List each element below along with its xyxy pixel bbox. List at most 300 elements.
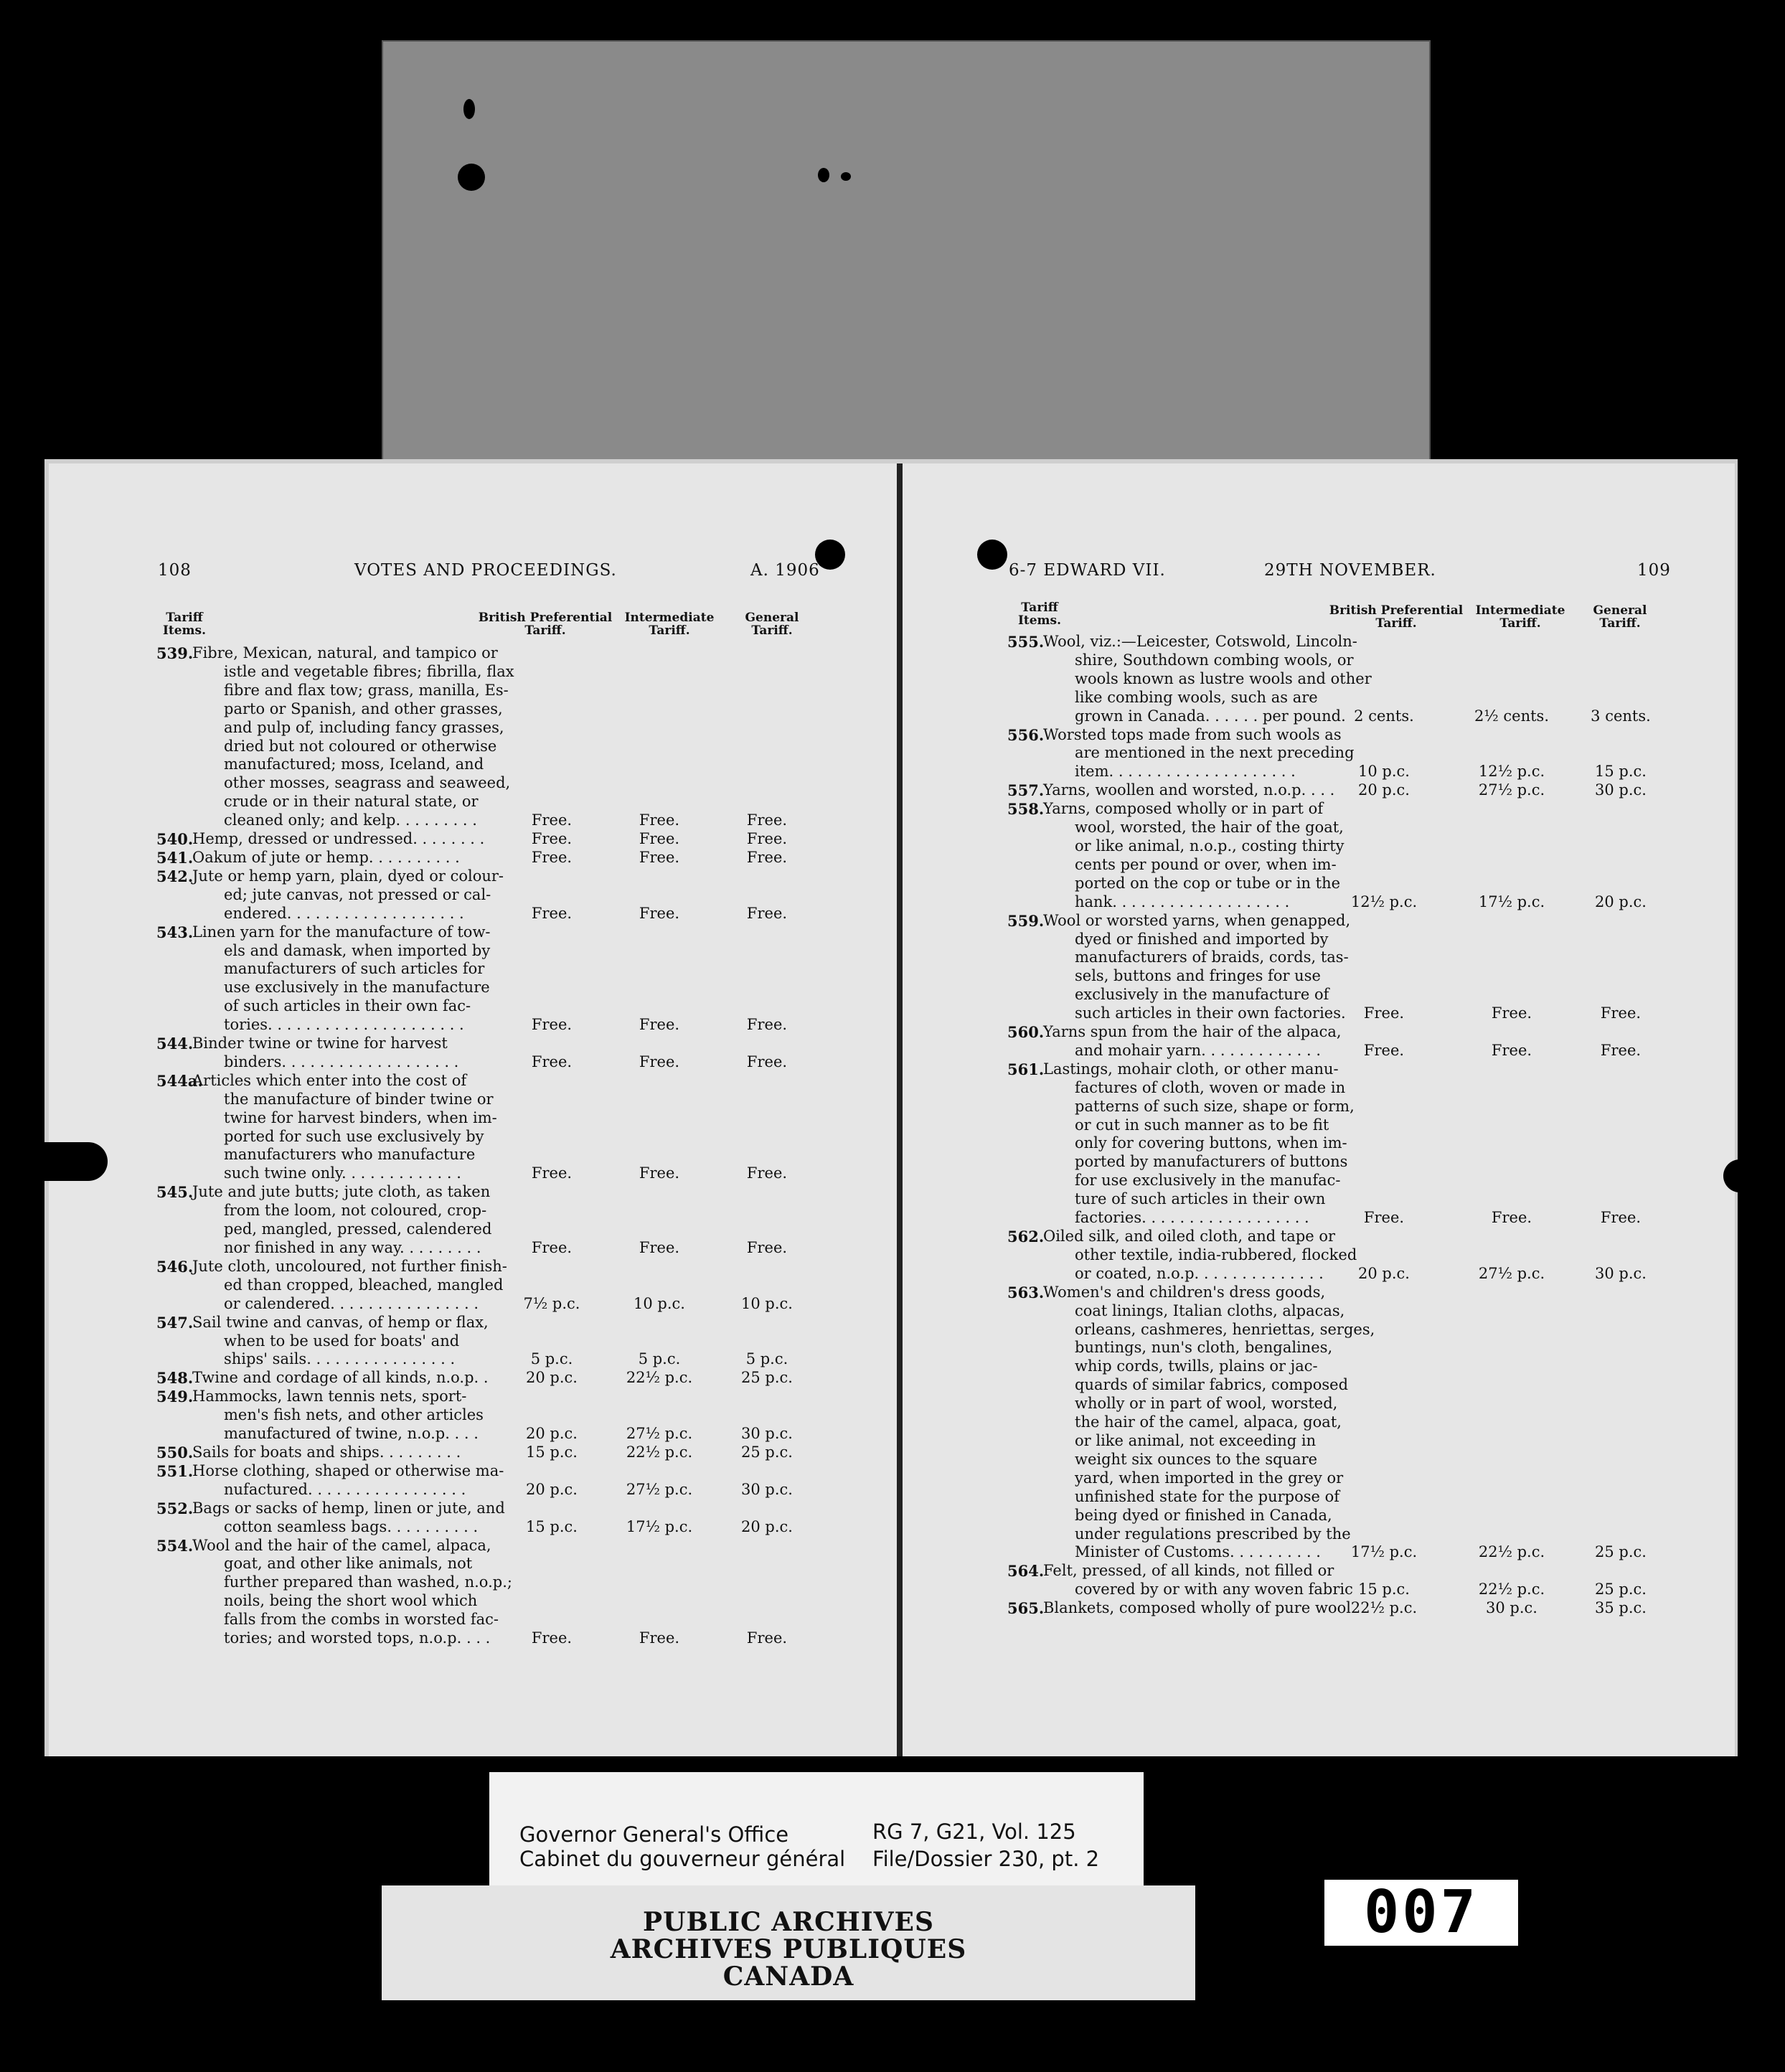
description-line: Jute or hemp yarn, plain, dyed or colour- bbox=[192, 867, 504, 885]
description-line: exclusively in the manufacture of bbox=[1075, 986, 1329, 1004]
rate-intermediate: 22½ p.c. bbox=[1478, 1581, 1545, 1598]
description-line: cleaned only; and kelp. . . . . . . . . bbox=[224, 811, 477, 829]
year-label: A. 1906 bbox=[750, 561, 820, 580]
col-header-items: Tariff Items. bbox=[1017, 601, 1062, 628]
rate-intermediate: 5 p.c. bbox=[638, 1350, 681, 1368]
rate-british: 20 p.c. bbox=[526, 1369, 578, 1387]
description-line: nufactured. . . . . . . . . . . . . . . . . bbox=[224, 1480, 466, 1498]
description-line: Yarns, composed wholly or in part of bbox=[1043, 800, 1324, 818]
tariff-description bbox=[156, 830, 816, 849]
description-line: factories. . . . . . . . . . . . . . . . . . bbox=[1075, 1209, 1309, 1227]
rate-general: Free. bbox=[746, 1053, 788, 1070]
description-line: or like animal, not exceeding in bbox=[1075, 1431, 1317, 1449]
description-line: ships' sails. . . . . . . . . . . . . . . . bbox=[224, 1350, 456, 1368]
description-line: dried but not coloured or otherwise bbox=[224, 737, 497, 755]
description-line: manufactured; moss, Iceland, and bbox=[224, 755, 484, 773]
tariff-item-number: 545. bbox=[156, 1183, 194, 1202]
description-line: whip cords, twills, plains or jac- bbox=[1075, 1357, 1318, 1375]
rate-general: Free. bbox=[746, 1164, 788, 1182]
tariff-description bbox=[156, 1444, 816, 1462]
tariff-item-number: 551. bbox=[156, 1461, 194, 1480]
ink-mark bbox=[841, 172, 851, 181]
description-line: ped, mangled, pressed, calendered bbox=[224, 1220, 492, 1238]
tariff-row bbox=[1007, 1228, 1667, 1284]
rate-general: Free. bbox=[1600, 1041, 1642, 1059]
description-line: cotton seamless bags. . . . . . . . . . bbox=[224, 1517, 479, 1535]
rate-intermediate: 10 p.c. bbox=[634, 1294, 685, 1312]
description-line: Oiled silk, and oiled cloth, and tape or bbox=[1043, 1228, 1336, 1245]
description-line: and pulp of, including fancy grasses, bbox=[224, 718, 504, 736]
description-line: Felt, pressed, of all kinds, not filled or bbox=[1043, 1562, 1334, 1580]
rate-intermediate: 17½ p.c. bbox=[626, 1517, 693, 1535]
rate-british: 20 p.c. bbox=[1358, 1264, 1410, 1282]
description-line: such twine only. . . . . . . . . . . . . bbox=[224, 1164, 461, 1182]
col-header-general: General Tariff. bbox=[745, 611, 799, 638]
description-line: hank. . . . . . . . . . . . . . . . . . . bbox=[1075, 893, 1290, 910]
description-line: goat, and other like animals, not bbox=[224, 1555, 473, 1573]
rate-british: Free. bbox=[531, 1629, 573, 1647]
description-line: ported by manufacturers of buttons bbox=[1075, 1153, 1348, 1171]
rate-intermediate: Free. bbox=[1491, 1041, 1532, 1059]
description-line: manufactured of twine, n.o.p. . . . bbox=[224, 1425, 479, 1443]
description-line: other textile, india-rubbered, flocked bbox=[1075, 1245, 1357, 1263]
tariff-row bbox=[1007, 1060, 1667, 1228]
office-name-en: Governor General's Office bbox=[519, 1822, 789, 1847]
tariff-description bbox=[156, 1183, 816, 1258]
description-line: orleans, cashmeres, henriettas, serges, bbox=[1075, 1320, 1375, 1338]
description-line: are mentioned in the next preceding bbox=[1075, 744, 1355, 762]
col-header-british: British Preferential Tariff. bbox=[478, 611, 613, 638]
tariff-row bbox=[156, 1462, 816, 1499]
description-line: factures of cloth, woven or made in bbox=[1075, 1078, 1346, 1096]
description-line: or cut in such manner as to be fit bbox=[1075, 1116, 1329, 1134]
tariff-description bbox=[1007, 800, 1667, 911]
rate-intermediate: 27½ p.c. bbox=[1478, 1264, 1545, 1282]
description-line: use exclusively in the manufacture bbox=[224, 979, 490, 997]
description-line: Wool, viz.:—Leicester, Cotswold, Lincoln- bbox=[1043, 633, 1357, 650]
tariff-row bbox=[156, 849, 816, 867]
tariff-row bbox=[156, 1072, 816, 1183]
description-line: unfinished state for the purpose of bbox=[1075, 1487, 1340, 1505]
tariff-description bbox=[1007, 1060, 1667, 1228]
description-line: tories. . . . . . . . . . . . . . . . . . . . . bbox=[224, 1016, 464, 1034]
rate-general: 30 p.c. bbox=[741, 1480, 793, 1498]
rate-general: 30 p.c. bbox=[1595, 781, 1647, 799]
description-line: item. . . . . . . . . . . . . . . . . . . . bbox=[1075, 763, 1296, 781]
rate-british: Free. bbox=[531, 1053, 573, 1070]
tariff-description bbox=[156, 1258, 816, 1314]
tariff-item-number: 549. bbox=[156, 1388, 194, 1406]
running-title-reign: 6-7 EDWARD VII. bbox=[1009, 561, 1166, 580]
rate-general: Free. bbox=[1600, 1209, 1642, 1227]
rate-intermediate: 22½ p.c. bbox=[626, 1369, 693, 1387]
tariff-row bbox=[156, 1183, 816, 1258]
description-line: or like animal, n.o.p., costing thirty bbox=[1075, 837, 1344, 854]
tariff-row bbox=[1007, 781, 1667, 800]
tariff-item-number: 547. bbox=[156, 1313, 194, 1332]
rate-general: 25 p.c. bbox=[1595, 1543, 1647, 1561]
description-line: Oakum of jute or hemp. . . . . . . . . . bbox=[192, 848, 460, 866]
tariff-description bbox=[156, 1369, 816, 1388]
tariff-item-number: 557. bbox=[1007, 781, 1045, 800]
description-line: buntings, nun's cloth, bengalines, bbox=[1075, 1339, 1333, 1357]
punch-hole bbox=[458, 164, 485, 191]
tariff-row bbox=[1007, 912, 1667, 1023]
rate-general: Free. bbox=[746, 904, 788, 922]
tariff-description bbox=[156, 849, 816, 867]
description-line: sels, buttons and fringes for use bbox=[1075, 967, 1321, 985]
rate-british: Free. bbox=[1363, 1041, 1405, 1059]
rate-general: Free. bbox=[746, 811, 788, 829]
tariff-row bbox=[1007, 1284, 1667, 1563]
description-line: Hammocks, lawn tennis nets, sport- bbox=[192, 1388, 467, 1405]
description-line: Yarns spun from the hair of the alpaca, bbox=[1043, 1023, 1342, 1041]
rate-british: 15 p.c. bbox=[526, 1443, 578, 1461]
stamp-line-3: CANADA bbox=[722, 1962, 854, 1992]
description-line: noils, being the short wool which bbox=[224, 1592, 478, 1610]
tariff-row bbox=[1007, 800, 1667, 911]
rate-general: Free. bbox=[746, 848, 788, 866]
tariff-description bbox=[1007, 1562, 1667, 1599]
rate-general: 30 p.c. bbox=[741, 1425, 793, 1443]
ink-mark bbox=[463, 99, 475, 119]
running-title-left: VOTES AND PROCEEDINGS. bbox=[354, 561, 617, 580]
tariff-item-number: 542. bbox=[156, 867, 194, 885]
col-header-british: British Preferential Tariff. bbox=[1329, 603, 1464, 631]
rate-intermediate: Free. bbox=[639, 1239, 680, 1256]
rate-british: Free. bbox=[531, 811, 573, 829]
office-name-fr: Cabinet du gouverneur général bbox=[519, 1847, 846, 1871]
description-line: only for covering buttons, when im- bbox=[1075, 1134, 1347, 1152]
rate-british: 2 cents. bbox=[1354, 707, 1414, 725]
rate-british: 20 p.c. bbox=[526, 1480, 578, 1498]
rate-general: Free. bbox=[1600, 1004, 1642, 1022]
description-line: the manufacture of binder twine or bbox=[224, 1090, 494, 1108]
description-line: ed; jute canvas, not pressed or cal- bbox=[224, 885, 491, 903]
rate-british: Free. bbox=[531, 830, 573, 848]
page-number-right: 109 bbox=[1637, 561, 1671, 580]
description-line: being dyed or finished in Canada, bbox=[1075, 1506, 1332, 1524]
rate-general: Free. bbox=[746, 1016, 788, 1034]
tariff-description bbox=[1007, 781, 1667, 800]
description-line: twine for harvest binders, when im- bbox=[224, 1108, 497, 1126]
rate-british: 7½ p.c. bbox=[523, 1294, 580, 1312]
tariff-item-number: 561. bbox=[1007, 1060, 1045, 1078]
description-line: manufacturers of braids, cords, tas- bbox=[1075, 948, 1349, 966]
page-pointer bbox=[1723, 1159, 1785, 1192]
archives-stamp bbox=[382, 1885, 1195, 2000]
tariff-item-number: 563. bbox=[1007, 1283, 1045, 1301]
tariff-row bbox=[156, 1314, 816, 1370]
description-line: Horse clothing, shaped or otherwise ma- bbox=[192, 1461, 504, 1479]
rate-general: 5 p.c. bbox=[745, 1350, 788, 1368]
rate-british: 20 p.c. bbox=[526, 1425, 578, 1443]
tariff-row bbox=[156, 1537, 816, 1648]
rate-british: Free. bbox=[531, 1239, 573, 1256]
description-line: ported on the cop or tube or in the bbox=[1075, 874, 1341, 892]
description-line: manufacturers who manufacture bbox=[224, 1146, 476, 1164]
tariff-item-number: 539. bbox=[156, 644, 194, 662]
rate-intermediate: 27½ p.c. bbox=[626, 1480, 693, 1498]
description-line: such articles in their own factories. bbox=[1075, 1004, 1346, 1022]
tariff-row bbox=[156, 1388, 816, 1444]
tariff-description bbox=[156, 644, 816, 830]
rate-british: 12½ p.c. bbox=[1350, 893, 1418, 910]
rate-general: 15 p.c. bbox=[1595, 763, 1647, 781]
tariff-item-number: 564. bbox=[1007, 1562, 1045, 1581]
description-line: of such articles in their own fac- bbox=[224, 997, 471, 1015]
rate-intermediate: 30 p.c. bbox=[1486, 1599, 1537, 1617]
rate-british: 10 p.c. bbox=[1358, 763, 1410, 781]
description-line: Yarns, woollen and worsted, n.o.p. . . . bbox=[1043, 781, 1335, 799]
tariff-item-number: 558. bbox=[1007, 800, 1045, 819]
description-line: ture of such articles in their own bbox=[1075, 1190, 1326, 1208]
tariff-description bbox=[1007, 1599, 1667, 1618]
tariff-row bbox=[1007, 1599, 1667, 1618]
rate-intermediate: 22½ p.c. bbox=[1478, 1543, 1545, 1561]
description-line: Sails for boats and ships. . . . . . . . . bbox=[192, 1443, 461, 1461]
description-line: dyed or finished and imported by bbox=[1075, 930, 1329, 948]
tariff-row bbox=[1007, 1023, 1667, 1060]
tariff-row bbox=[156, 1444, 816, 1462]
tariff-row bbox=[156, 867, 816, 923]
record-reference: RG 7, G21, Vol. 125 bbox=[872, 1819, 1076, 1844]
tariff-row bbox=[156, 1258, 816, 1314]
tariff-row bbox=[156, 1035, 816, 1072]
description-line: Hemp, dressed or undressed. . . . . . . . bbox=[192, 830, 485, 848]
description-line: parto or Spanish, and other grasses, bbox=[224, 700, 503, 717]
description-line: Binder twine or twine for harvest bbox=[192, 1035, 448, 1053]
rate-intermediate: 22½ p.c. bbox=[626, 1443, 693, 1461]
rate-intermediate: 17½ p.c. bbox=[1478, 893, 1545, 910]
description-line: wools known as lustre wools and other bbox=[1075, 669, 1372, 687]
description-line: ed than cropped, bleached, mangled bbox=[224, 1276, 504, 1294]
rate-general: 25 p.c. bbox=[741, 1443, 793, 1461]
description-line: the hair of the camel, alpaca, goat, bbox=[1075, 1413, 1342, 1431]
tariff-item-number: 546. bbox=[156, 1257, 194, 1276]
description-line: falls from the combs in worsted fac- bbox=[224, 1611, 499, 1629]
tariff-item-number: 543. bbox=[156, 923, 194, 941]
tariff-description bbox=[1007, 633, 1667, 726]
rate-general: 20 p.c. bbox=[741, 1517, 793, 1535]
tariff-item-number: 540. bbox=[156, 830, 194, 849]
description-line: patterns of such size, shape or form, bbox=[1075, 1097, 1355, 1115]
description-line: from the loom, not coloured, crop- bbox=[224, 1202, 487, 1220]
tariff-description bbox=[156, 1072, 816, 1183]
tariff-row bbox=[1007, 633, 1667, 726]
description-line: manufacturers of such articles for bbox=[224, 960, 485, 978]
description-line: wholly or in part of wool, worsted, bbox=[1075, 1395, 1338, 1413]
rate-intermediate: Free. bbox=[639, 1016, 680, 1034]
description-line: or coated, n.o.p. . . . . . . . . . . . . . bbox=[1075, 1264, 1324, 1282]
description-line: Fibre, Mexican, natural, and tampico or bbox=[192, 644, 498, 661]
tariff-row bbox=[156, 644, 816, 830]
tariff-description bbox=[156, 1388, 816, 1444]
description-line: Articles which enter into the cost of bbox=[192, 1071, 467, 1089]
description-line: coat linings, Italian cloths, alpacas, bbox=[1075, 1301, 1345, 1319]
description-line: Wool and the hair of the camel, alpaca, bbox=[192, 1536, 491, 1554]
tariff-item-number: 544. bbox=[156, 1035, 194, 1053]
archive-label bbox=[489, 1772, 1144, 1885]
description-line: quards of similar fabrics, composed bbox=[1075, 1376, 1349, 1394]
description-line: Worsted tops made from such wools as bbox=[1043, 725, 1342, 743]
ink-mark bbox=[818, 168, 829, 182]
description-line: istle and vegetable fibres; fibrilla, flax bbox=[224, 662, 514, 680]
tariff-row bbox=[1007, 726, 1667, 782]
rate-intermediate: Free. bbox=[1491, 1004, 1532, 1022]
right-tariff-list bbox=[1007, 633, 1667, 1618]
description-line: yard, when imported in the grey or bbox=[1075, 1469, 1344, 1487]
description-line: Wool or worsted yarns, when genapped, bbox=[1043, 911, 1351, 929]
col-header-intermediate: Intermediate Tariff. bbox=[1475, 603, 1565, 631]
rate-british: 17½ p.c. bbox=[1350, 1543, 1418, 1561]
description-line: cents per pound or over, when im- bbox=[1075, 855, 1337, 873]
tariff-row bbox=[156, 1499, 816, 1537]
tariff-description bbox=[1007, 726, 1667, 782]
tariff-description bbox=[1007, 1228, 1667, 1284]
tariff-item-number: 552. bbox=[156, 1499, 194, 1517]
description-line: when to be used for boats' and bbox=[224, 1332, 460, 1350]
description-line: and mohair yarn. . . . . . . . . . . . . bbox=[1075, 1041, 1322, 1059]
description-line: Bags or sacks of hemp, linen or jute, and bbox=[192, 1499, 505, 1517]
description-line: Minister of Customs. . . . . . . . . . bbox=[1075, 1543, 1321, 1561]
tariff-description bbox=[156, 867, 816, 923]
envelope-sheet bbox=[382, 40, 1431, 468]
rate-british: Free. bbox=[531, 1016, 573, 1034]
rate-general: 30 p.c. bbox=[1595, 1264, 1647, 1282]
tariff-row bbox=[156, 1369, 816, 1388]
rate-british: Free. bbox=[531, 1164, 573, 1182]
description-line: Sail twine and canvas, of hemp or flax, bbox=[192, 1313, 489, 1331]
rate-british: 15 p.c. bbox=[1358, 1581, 1410, 1598]
description-line: for use exclusively in the manufac- bbox=[1075, 1172, 1341, 1190]
left-tariff-list bbox=[156, 644, 816, 1648]
rate-british: 22½ p.c. bbox=[1350, 1599, 1418, 1617]
tariff-item-number: 544a. bbox=[156, 1071, 203, 1090]
tariff-description bbox=[156, 1462, 816, 1499]
tariff-description bbox=[1007, 912, 1667, 1023]
rate-general: 20 p.c. bbox=[1595, 893, 1647, 910]
description-line: ported for such use exclusively by bbox=[224, 1127, 484, 1145]
file-reference: File/Dossier 230, pt. 2 bbox=[872, 1847, 1100, 1871]
frame-number: 007 bbox=[1324, 1880, 1518, 1946]
description-line: grown in Canada. . . . . . per pound. bbox=[1075, 707, 1346, 725]
page-pointer bbox=[0, 1142, 108, 1181]
col-header-items: Tariff Items. bbox=[162, 611, 207, 638]
description-line: Lastings, mohair cloth, or other manu- bbox=[1043, 1060, 1339, 1078]
tariff-item-number: 554. bbox=[156, 1536, 194, 1555]
rate-intermediate: Free. bbox=[639, 830, 680, 848]
tariff-description bbox=[1007, 1023, 1667, 1060]
tariff-description bbox=[156, 1537, 816, 1648]
description-line: els and damask, when imported by bbox=[224, 941, 491, 959]
rate-general: 25 p.c. bbox=[741, 1369, 793, 1387]
description-line: further prepared than washed, n.o.p.; bbox=[224, 1573, 512, 1591]
description-line: under regulations prescribed by the bbox=[1075, 1525, 1351, 1543]
col-header-general: General Tariff. bbox=[1593, 603, 1647, 631]
description-line: covered by or with any woven fabric bbox=[1075, 1581, 1353, 1598]
tariff-item-number: 560. bbox=[1007, 1023, 1045, 1042]
tariff-item-number: 555. bbox=[1007, 633, 1045, 651]
description-line: wool, worsted, the hair of the goat, bbox=[1075, 819, 1344, 837]
rate-general: 3 cents. bbox=[1591, 707, 1651, 725]
rate-general: 10 p.c. bbox=[741, 1294, 793, 1312]
rate-british: 20 p.c. bbox=[1358, 781, 1410, 799]
rate-intermediate: 12½ p.c. bbox=[1478, 763, 1545, 781]
rate-general: Free. bbox=[746, 830, 788, 848]
tariff-item-number: 548. bbox=[156, 1369, 194, 1388]
tariff-row bbox=[156, 923, 816, 1035]
rate-general: Free. bbox=[746, 1629, 788, 1647]
rate-intermediate: Free. bbox=[639, 848, 680, 866]
tariff-row bbox=[156, 830, 816, 849]
description-line: Linen yarn for the manufacture of tow- bbox=[192, 923, 491, 941]
description-line: Jute and jute butts; jute cloth, as taken bbox=[192, 1183, 491, 1201]
description-line: Twine and cordage of all kinds, n.o.p. . bbox=[192, 1369, 489, 1387]
tariff-description bbox=[156, 1499, 816, 1537]
description-line: weight six ounces to the square bbox=[1075, 1450, 1318, 1468]
tariff-item-number: 562. bbox=[1007, 1228, 1045, 1245]
description-line: or calendered. . . . . . . . . . . . . . . . bbox=[224, 1294, 479, 1312]
tariff-item-number: 559. bbox=[1007, 911, 1045, 930]
tariff-item-number: 541. bbox=[156, 848, 194, 867]
rate-intermediate: 2½ cents. bbox=[1474, 707, 1549, 725]
tariff-description bbox=[156, 923, 816, 1035]
description-line: men's fish nets, and other articles bbox=[224, 1406, 484, 1424]
description-line: endered. . . . . . . . . . . . . . . . . . . bbox=[224, 904, 464, 922]
rate-general: 25 p.c. bbox=[1595, 1581, 1647, 1598]
rate-british: 15 p.c. bbox=[526, 1517, 578, 1535]
rate-intermediate: 27½ p.c. bbox=[1478, 781, 1545, 799]
rate-intermediate: Free. bbox=[639, 811, 680, 829]
description-line: Women's and children's dress goods, bbox=[1043, 1283, 1326, 1301]
rate-intermediate: Free. bbox=[639, 1053, 680, 1070]
rate-intermediate: Free. bbox=[639, 1164, 680, 1182]
rate-general: 35 p.c. bbox=[1595, 1599, 1647, 1617]
description-line: fibre and flax tow; grass, manilla, Es- bbox=[224, 681, 509, 699]
tariff-description bbox=[156, 1035, 816, 1072]
rate-british: Free. bbox=[531, 848, 573, 866]
col-header-intermediate: Intermediate Tariff. bbox=[624, 611, 715, 638]
rate-intermediate: Free. bbox=[1491, 1209, 1532, 1227]
description-line: shire, Southdown combing wools, or bbox=[1075, 651, 1354, 669]
rate-british: 5 p.c. bbox=[530, 1350, 573, 1368]
rate-british: Free. bbox=[1363, 1004, 1405, 1022]
description-line: like combing wools, such as are bbox=[1075, 688, 1318, 706]
description-line: binders. . . . . . . . . . . . . . . . . . . bbox=[224, 1053, 459, 1070]
rate-british: Free. bbox=[531, 904, 573, 922]
description-line: tories; and worsted tops, n.o.p. . . . bbox=[224, 1629, 491, 1647]
tariff-row bbox=[1007, 1562, 1667, 1599]
stamp-line-2: ARCHIVES PUBLIQUES bbox=[610, 1934, 967, 1964]
running-title-date: 29TH NOVEMBER. bbox=[1264, 561, 1436, 580]
page-number-left: 108 bbox=[158, 561, 192, 580]
description-line: Jute cloth, uncoloured, not further finish- bbox=[192, 1257, 507, 1275]
description-line: nor finished in any way. . . . . . . . . bbox=[224, 1239, 481, 1256]
description-line: Blankets, composed wholly of pure wool bbox=[1043, 1599, 1351, 1617]
tariff-item-number: 550. bbox=[156, 1443, 194, 1461]
description-line: other mosses, seagrass and seaweed, bbox=[224, 774, 511, 792]
rate-intermediate: 27½ p.c. bbox=[626, 1425, 693, 1443]
tariff-item-number: 556. bbox=[1007, 725, 1045, 744]
rate-intermediate: Free. bbox=[639, 904, 680, 922]
binding-hole bbox=[977, 540, 1007, 570]
description-line: crude or in their natural state, or bbox=[224, 793, 479, 811]
tariff-item-number: 565. bbox=[1007, 1599, 1045, 1618]
tariff-description bbox=[156, 1314, 816, 1370]
stamp-line-1: PUBLIC ARCHIVES bbox=[643, 1907, 934, 1937]
rate-general: Free. bbox=[746, 1239, 788, 1256]
